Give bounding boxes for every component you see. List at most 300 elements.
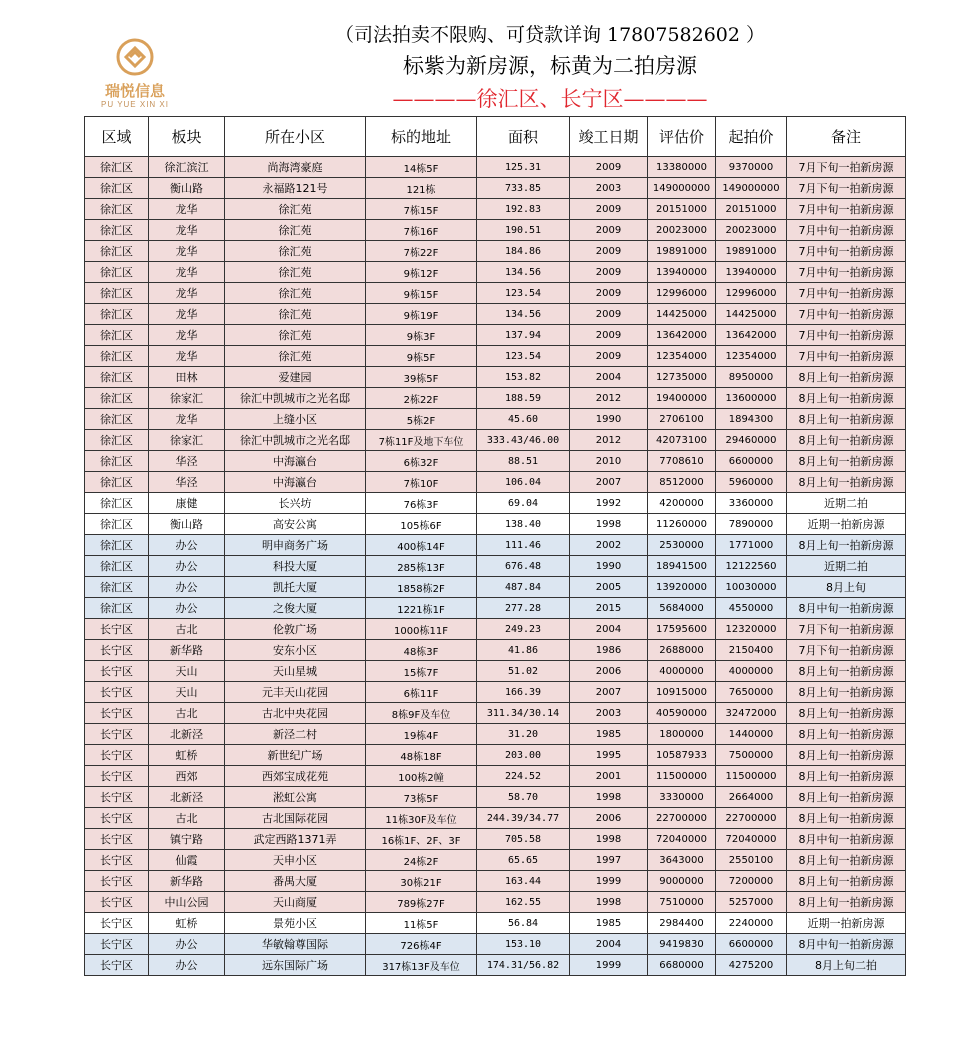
- cell-start-price: 3360000: [716, 493, 787, 514]
- cell-community: 徐汇中凯城市之光名邸: [225, 430, 366, 451]
- cell-area: 69.04: [477, 493, 570, 514]
- cell-area: 88.51: [477, 451, 570, 472]
- cell-district: 徐汇区: [85, 241, 149, 262]
- table-row: [85, 367, 906, 388]
- cell-area: 333.43/46.00: [477, 430, 570, 451]
- cell-community: 明申商务广场: [225, 535, 366, 556]
- cell-appraisal: 13642000: [648, 325, 716, 346]
- cell-remark: 8月上旬一拍新房源: [787, 808, 906, 829]
- cell-completion: 1998: [570, 787, 648, 808]
- cell-sector: 衡山路: [149, 514, 225, 535]
- cell-completion: 2015: [570, 598, 648, 619]
- cell-remark: 7月下旬一拍新房源: [787, 619, 906, 640]
- cell-remark: 近期一拍新房源: [787, 913, 906, 934]
- cell-remark: 8月上旬一拍新房源: [787, 430, 906, 451]
- cell-start-price: 4550000: [716, 598, 787, 619]
- cell-community: 伦敦广场: [225, 619, 366, 640]
- cell-community: 长兴坊: [225, 493, 366, 514]
- cell-address: 9栋19F: [366, 304, 477, 325]
- cell-sector: 龙华: [149, 325, 225, 346]
- cell-sector: 康健: [149, 493, 225, 514]
- cell-completion: 2007: [570, 682, 648, 703]
- table-row: [85, 304, 906, 325]
- cell-area: 134.56: [477, 262, 570, 283]
- cell-community: 高安公寓: [225, 514, 366, 535]
- cell-completion: 1999: [570, 871, 648, 892]
- cell-sector: 华泾: [149, 451, 225, 472]
- cell-start-price: 20151000: [716, 199, 787, 220]
- cell-sector: 办公: [149, 577, 225, 598]
- cell-district: 长宁区: [85, 766, 149, 787]
- cell-district: 徐汇区: [85, 514, 149, 535]
- cell-address: 726栋4F: [366, 934, 477, 955]
- cell-completion: 2009: [570, 325, 648, 346]
- cell-district: 徐汇区: [85, 367, 149, 388]
- cell-address: 14栋5F: [366, 157, 477, 178]
- cell-address: 1858栋2F: [366, 577, 477, 598]
- cell-remark: 7月中旬一拍新房源: [787, 262, 906, 283]
- cell-appraisal: 10587933: [648, 745, 716, 766]
- cell-completion: 2009: [570, 157, 648, 178]
- table-row: [85, 787, 906, 808]
- cell-community: 爱建园: [225, 367, 366, 388]
- cell-completion: 2009: [570, 346, 648, 367]
- cell-start-price: 5257000: [716, 892, 787, 913]
- cell-community: 淞虹公寓: [225, 787, 366, 808]
- cell-start-price: 2150400: [716, 640, 787, 661]
- cell-remark: 7月中旬一拍新房源: [787, 220, 906, 241]
- cell-community: 华敏翰尊国际: [225, 934, 366, 955]
- cell-appraisal: 4000000: [648, 661, 716, 682]
- cell-area: 676.48: [477, 556, 570, 577]
- cell-address: 76栋3F: [366, 493, 477, 514]
- cell-area: 224.52: [477, 766, 570, 787]
- cell-district: 徐汇区: [85, 556, 149, 577]
- cell-appraisal: 7510000: [648, 892, 716, 913]
- cell-district: 徐汇区: [85, 220, 149, 241]
- cell-start-price: 7890000: [716, 514, 787, 535]
- cell-community: 天山商厦: [225, 892, 366, 913]
- table-row: [85, 829, 906, 850]
- cell-remark: 8月上旬一拍新房源: [787, 367, 906, 388]
- cell-address: 9栋5F: [366, 346, 477, 367]
- cell-start-price: 4000000: [716, 661, 787, 682]
- cell-address: 400栋14F: [366, 535, 477, 556]
- table-row: [85, 913, 906, 934]
- cell-area: 56.84: [477, 913, 570, 934]
- cell-district: 长宁区: [85, 787, 149, 808]
- cell-completion: 2006: [570, 808, 648, 829]
- cell-area: 244.39/34.77: [477, 808, 570, 829]
- table-row: [85, 703, 906, 724]
- cell-start-price: 2240000: [716, 913, 787, 934]
- cell-completion: 2009: [570, 220, 648, 241]
- cell-area: 125.31: [477, 157, 570, 178]
- cell-start-price: 7650000: [716, 682, 787, 703]
- cell-address: 6栋11F: [366, 682, 477, 703]
- cell-remark: 7月中旬一拍新房源: [787, 304, 906, 325]
- cell-appraisal: 20151000: [648, 199, 716, 220]
- cell-appraisal: 19400000: [648, 388, 716, 409]
- cell-address: 1221栋1F: [366, 598, 477, 619]
- cell-area: 166.39: [477, 682, 570, 703]
- cell-appraisal: 17595600: [648, 619, 716, 640]
- cell-remark: 8月上旬一拍新房源: [787, 871, 906, 892]
- table-row: [85, 199, 906, 220]
- cell-appraisal: 72040000: [648, 829, 716, 850]
- cell-completion: 1992: [570, 493, 648, 514]
- cell-start-price: 29460000: [716, 430, 787, 451]
- table-row: [85, 178, 906, 199]
- cell-start-price: 6600000: [716, 934, 787, 955]
- auction-table: [84, 116, 906, 976]
- company-logo: [90, 36, 180, 109]
- logo-name-en: PU YUE XIN XI: [101, 100, 169, 109]
- cell-address: 16栋1F、2F、3F: [366, 829, 477, 850]
- cell-completion: 2009: [570, 304, 648, 325]
- cell-community: 远东国际广场: [225, 955, 366, 976]
- cell-completion: 2010: [570, 451, 648, 472]
- cell-remark: 8月上旬一拍新房源: [787, 724, 906, 745]
- cell-address: 317栋13F及车位: [366, 955, 477, 976]
- cell-sector: 天山: [149, 682, 225, 703]
- cell-community: 天山星城: [225, 661, 366, 682]
- cell-completion: 1995: [570, 745, 648, 766]
- cell-address: 39栋5F: [366, 367, 477, 388]
- cell-appraisal: 2688000: [648, 640, 716, 661]
- legend-line: 标紫为新房源，标黄为二拍房源: [403, 54, 697, 78]
- cell-appraisal: 2984400: [648, 913, 716, 934]
- cell-completion: 2003: [570, 178, 648, 199]
- table-row: [85, 325, 906, 346]
- cell-start-price: 20023000: [716, 220, 787, 241]
- table-row: [85, 619, 906, 640]
- table-row: [85, 661, 906, 682]
- cell-address: 15栋7F: [366, 661, 477, 682]
- cell-community: 徐汇苑: [225, 262, 366, 283]
- cell-appraisal: 40590000: [648, 703, 716, 724]
- cell-address: 100栋2幢: [366, 766, 477, 787]
- cell-start-price: 12996000: [716, 283, 787, 304]
- cell-sector: 办公: [149, 535, 225, 556]
- cell-district: 长宁区: [85, 808, 149, 829]
- cell-appraisal: 42073100: [648, 430, 716, 451]
- table-row: [85, 472, 906, 493]
- cell-sector: 龙华: [149, 241, 225, 262]
- cell-community: 徐汇苑: [225, 304, 366, 325]
- table-row: [85, 556, 906, 577]
- cell-district: 徐汇区: [85, 178, 149, 199]
- cell-district: 长宁区: [85, 955, 149, 976]
- cell-sector: 新华路: [149, 640, 225, 661]
- cell-start-price: 8950000: [716, 367, 787, 388]
- cell-community: 新泾二村: [225, 724, 366, 745]
- cell-area: 192.83: [477, 199, 570, 220]
- table-row: [85, 535, 906, 556]
- cell-area: 138.40: [477, 514, 570, 535]
- table-row: [85, 388, 906, 409]
- cell-completion: 1999: [570, 955, 648, 976]
- cell-sector: 衡山路: [149, 178, 225, 199]
- cell-completion: 2012: [570, 430, 648, 451]
- col-header-completion: 竣工日期: [570, 117, 648, 157]
- cell-sector: 古北: [149, 619, 225, 640]
- cell-area: 190.51: [477, 220, 570, 241]
- cell-area: 31.20: [477, 724, 570, 745]
- col-header-remark: 备注: [787, 117, 906, 157]
- cell-address: 9栋12F: [366, 262, 477, 283]
- cell-appraisal: 149000000: [648, 178, 716, 199]
- cell-remark: 8月上旬: [787, 577, 906, 598]
- cell-district: 长宁区: [85, 745, 149, 766]
- cell-appraisal: 13920000: [648, 577, 716, 598]
- table-row: [85, 409, 906, 430]
- cell-completion: 1985: [570, 724, 648, 745]
- cell-remark: 8月中旬一拍新房源: [787, 934, 906, 955]
- table-row: [85, 892, 906, 913]
- cell-appraisal: 9000000: [648, 871, 716, 892]
- cell-address: 121栋: [366, 178, 477, 199]
- table-row: [85, 766, 906, 787]
- cell-area: 277.28: [477, 598, 570, 619]
- cell-sector: 龙华: [149, 199, 225, 220]
- cell-area: 51.02: [477, 661, 570, 682]
- col-header-start-price: 起拍价: [716, 117, 787, 157]
- cell-address: 48栋3F: [366, 640, 477, 661]
- cell-appraisal: 18941500: [648, 556, 716, 577]
- cell-sector: 办公: [149, 955, 225, 976]
- table-row: [85, 955, 906, 976]
- cell-remark: 8月上旬一拍新房源: [787, 661, 906, 682]
- cell-district: 徐汇区: [85, 577, 149, 598]
- cell-area: 134.56: [477, 304, 570, 325]
- cell-completion: 2004: [570, 619, 648, 640]
- cell-district: 徐汇区: [85, 451, 149, 472]
- cell-appraisal: 3330000: [648, 787, 716, 808]
- cell-appraisal: 5684000: [648, 598, 716, 619]
- cell-appraisal: 10915000: [648, 682, 716, 703]
- cell-appraisal: 2530000: [648, 535, 716, 556]
- table-row: [85, 724, 906, 745]
- cell-sector: 办公: [149, 556, 225, 577]
- cell-remark: 7月中旬一拍新房源: [787, 199, 906, 220]
- cell-address: 19栋4F: [366, 724, 477, 745]
- cell-area: 162.55: [477, 892, 570, 913]
- cell-community: 徐汇苑: [225, 220, 366, 241]
- cell-start-price: 2550100: [716, 850, 787, 871]
- cell-community: 元丰天山花园: [225, 682, 366, 703]
- cell-appraisal: 12735000: [648, 367, 716, 388]
- cell-area: 123.54: [477, 346, 570, 367]
- cell-start-price: 13642000: [716, 325, 787, 346]
- cell-address: 9栋3F: [366, 325, 477, 346]
- cell-community: 古北中央花园: [225, 703, 366, 724]
- cell-district: 徐汇区: [85, 199, 149, 220]
- cell-start-price: 19891000: [716, 241, 787, 262]
- cell-district: 徐汇区: [85, 157, 149, 178]
- cell-appraisal: 19891000: [648, 241, 716, 262]
- table-row: [85, 220, 906, 241]
- cell-sector: 龙华: [149, 409, 225, 430]
- cell-remark: 8月上旬一拍新房源: [787, 787, 906, 808]
- cell-community: 西郊宝成花苑: [225, 766, 366, 787]
- cell-community: 徐汇苑: [225, 241, 366, 262]
- cell-address: 9栋15F: [366, 283, 477, 304]
- cell-sector: 古北: [149, 808, 225, 829]
- cell-remark: 8月中旬一拍新房源: [787, 829, 906, 850]
- cell-address: 789栋27F: [366, 892, 477, 913]
- cell-start-price: 72040000: [716, 829, 787, 850]
- district-title: ————徐汇区、长宁区————: [392, 87, 708, 111]
- cell-start-price: 1771000: [716, 535, 787, 556]
- cell-start-price: 149000000: [716, 178, 787, 199]
- logo-name-cn: 瑞悦信息: [104, 82, 165, 100]
- cell-district: 长宁区: [85, 703, 149, 724]
- cell-remark: 8月上旬一拍新房源: [787, 703, 906, 724]
- cell-appraisal: 6680000: [648, 955, 716, 976]
- cell-remark: 近期二拍: [787, 493, 906, 514]
- cell-area: 153.10: [477, 934, 570, 955]
- cell-community: 徐汇苑: [225, 283, 366, 304]
- cell-appraisal: 8512000: [648, 472, 716, 493]
- cell-sector: 徐家汇: [149, 388, 225, 409]
- cell-area: 163.44: [477, 871, 570, 892]
- cell-address: 7栋10F: [366, 472, 477, 493]
- cell-sector: 北新泾: [149, 787, 225, 808]
- col-header-appraisal: 评估价: [648, 117, 716, 157]
- cell-sector: 龙华: [149, 346, 225, 367]
- cell-remark: 8月上旬一拍新房源: [787, 766, 906, 787]
- cell-area: 106.04: [477, 472, 570, 493]
- table-row: [85, 745, 906, 766]
- cell-start-price: 6600000: [716, 451, 787, 472]
- cell-sector: 龙华: [149, 283, 225, 304]
- table-row: [85, 241, 906, 262]
- cell-area: 137.94: [477, 325, 570, 346]
- cell-remark: 8月上旬一拍新房源: [787, 472, 906, 493]
- cell-area: 733.85: [477, 178, 570, 199]
- cell-area: 184.86: [477, 241, 570, 262]
- cell-sector: 徐家汇: [149, 430, 225, 451]
- cell-sector: 虹桥: [149, 745, 225, 766]
- cell-appraisal: 3643000: [648, 850, 716, 871]
- cell-remark: 7月中旬一拍新房源: [787, 325, 906, 346]
- cell-start-price: 5960000: [716, 472, 787, 493]
- cell-appraisal: 13940000: [648, 262, 716, 283]
- table-row: [85, 283, 906, 304]
- col-header-address: 标的地址: [366, 117, 477, 157]
- cell-district: 徐汇区: [85, 283, 149, 304]
- cell-start-price: 9370000: [716, 157, 787, 178]
- cell-sector: 田林: [149, 367, 225, 388]
- table-row: [85, 850, 906, 871]
- cell-start-price: 32472000: [716, 703, 787, 724]
- cell-community: 新世纪广场: [225, 745, 366, 766]
- cell-area: 311.34/30.14: [477, 703, 570, 724]
- cell-district: 徐汇区: [85, 472, 149, 493]
- table-row: [85, 157, 906, 178]
- cell-completion: 1985: [570, 913, 648, 934]
- cell-start-price: 14425000: [716, 304, 787, 325]
- cell-sector: 龙华: [149, 220, 225, 241]
- cell-start-price: 4275200: [716, 955, 787, 976]
- cell-community: 安东小区: [225, 640, 366, 661]
- table-row: [85, 808, 906, 829]
- cell-completion: 2007: [570, 472, 648, 493]
- cell-appraisal: 4200000: [648, 493, 716, 514]
- cell-sector: 镇宁路: [149, 829, 225, 850]
- cell-start-price: 12320000: [716, 619, 787, 640]
- cell-address: 1000栋11F: [366, 619, 477, 640]
- cell-completion: 2009: [570, 199, 648, 220]
- cell-area: 153.82: [477, 367, 570, 388]
- cell-appraisal: 13380000: [648, 157, 716, 178]
- cell-community: 上缝小区: [225, 409, 366, 430]
- cell-appraisal: 22700000: [648, 808, 716, 829]
- cell-sector: 办公: [149, 934, 225, 955]
- cell-completion: 2003: [570, 703, 648, 724]
- cell-start-price: 12354000: [716, 346, 787, 367]
- cell-area: 249.23: [477, 619, 570, 640]
- cell-remark: 8月上旬一拍新房源: [787, 535, 906, 556]
- cell-community: 番禺大厦: [225, 871, 366, 892]
- cell-completion: 2009: [570, 283, 648, 304]
- cell-completion: 1998: [570, 892, 648, 913]
- cell-appraisal: 12354000: [648, 346, 716, 367]
- cell-community: 武定西路1371弄: [225, 829, 366, 850]
- table-row: [85, 577, 906, 598]
- cell-area: 174.31/56.82: [477, 955, 570, 976]
- cell-district: 长宁区: [85, 661, 149, 682]
- table-row: [85, 493, 906, 514]
- cell-appraisal: 11260000: [648, 514, 716, 535]
- cell-remark: 8月上旬二拍: [787, 955, 906, 976]
- cell-district: 长宁区: [85, 892, 149, 913]
- cell-remark: 8月上旬一拍新房源: [787, 682, 906, 703]
- cell-community: 徐汇苑: [225, 199, 366, 220]
- cell-remark: 7月下旬一拍新房源: [787, 178, 906, 199]
- cell-community: 之俊大厦: [225, 598, 366, 619]
- cell-remark: 7月中旬一拍新房源: [787, 283, 906, 304]
- cell-district: 长宁区: [85, 850, 149, 871]
- cell-community: 徐汇苑: [225, 346, 366, 367]
- cell-completion: 1997: [570, 850, 648, 871]
- cell-sector: 中山公园: [149, 892, 225, 913]
- cell-completion: 1990: [570, 409, 648, 430]
- table-row: [85, 430, 906, 451]
- cell-community: 科投大厦: [225, 556, 366, 577]
- cell-address: 73栋5F: [366, 787, 477, 808]
- cell-sector: 北新泾: [149, 724, 225, 745]
- cell-address: 8栋9F及车位: [366, 703, 477, 724]
- cell-district: 徐汇区: [85, 430, 149, 451]
- cell-community: 徐汇中凯城市之光名邸: [225, 388, 366, 409]
- cell-start-price: 12122560: [716, 556, 787, 577]
- cell-start-price: 13600000: [716, 388, 787, 409]
- cell-district: 徐汇区: [85, 598, 149, 619]
- cell-community: 景苑小区: [225, 913, 366, 934]
- cell-sector: 华泾: [149, 472, 225, 493]
- col-header-district: 区域: [85, 117, 149, 157]
- cell-appraisal: 20023000: [648, 220, 716, 241]
- table-row: [85, 514, 906, 535]
- cell-remark: 8月中旬一拍新房源: [787, 598, 906, 619]
- cell-completion: 1986: [570, 640, 648, 661]
- cell-completion: 2004: [570, 934, 648, 955]
- cell-address: 7栋11F及地下车位: [366, 430, 477, 451]
- cell-district: 长宁区: [85, 724, 149, 745]
- col-header-sector: 板块: [149, 117, 225, 157]
